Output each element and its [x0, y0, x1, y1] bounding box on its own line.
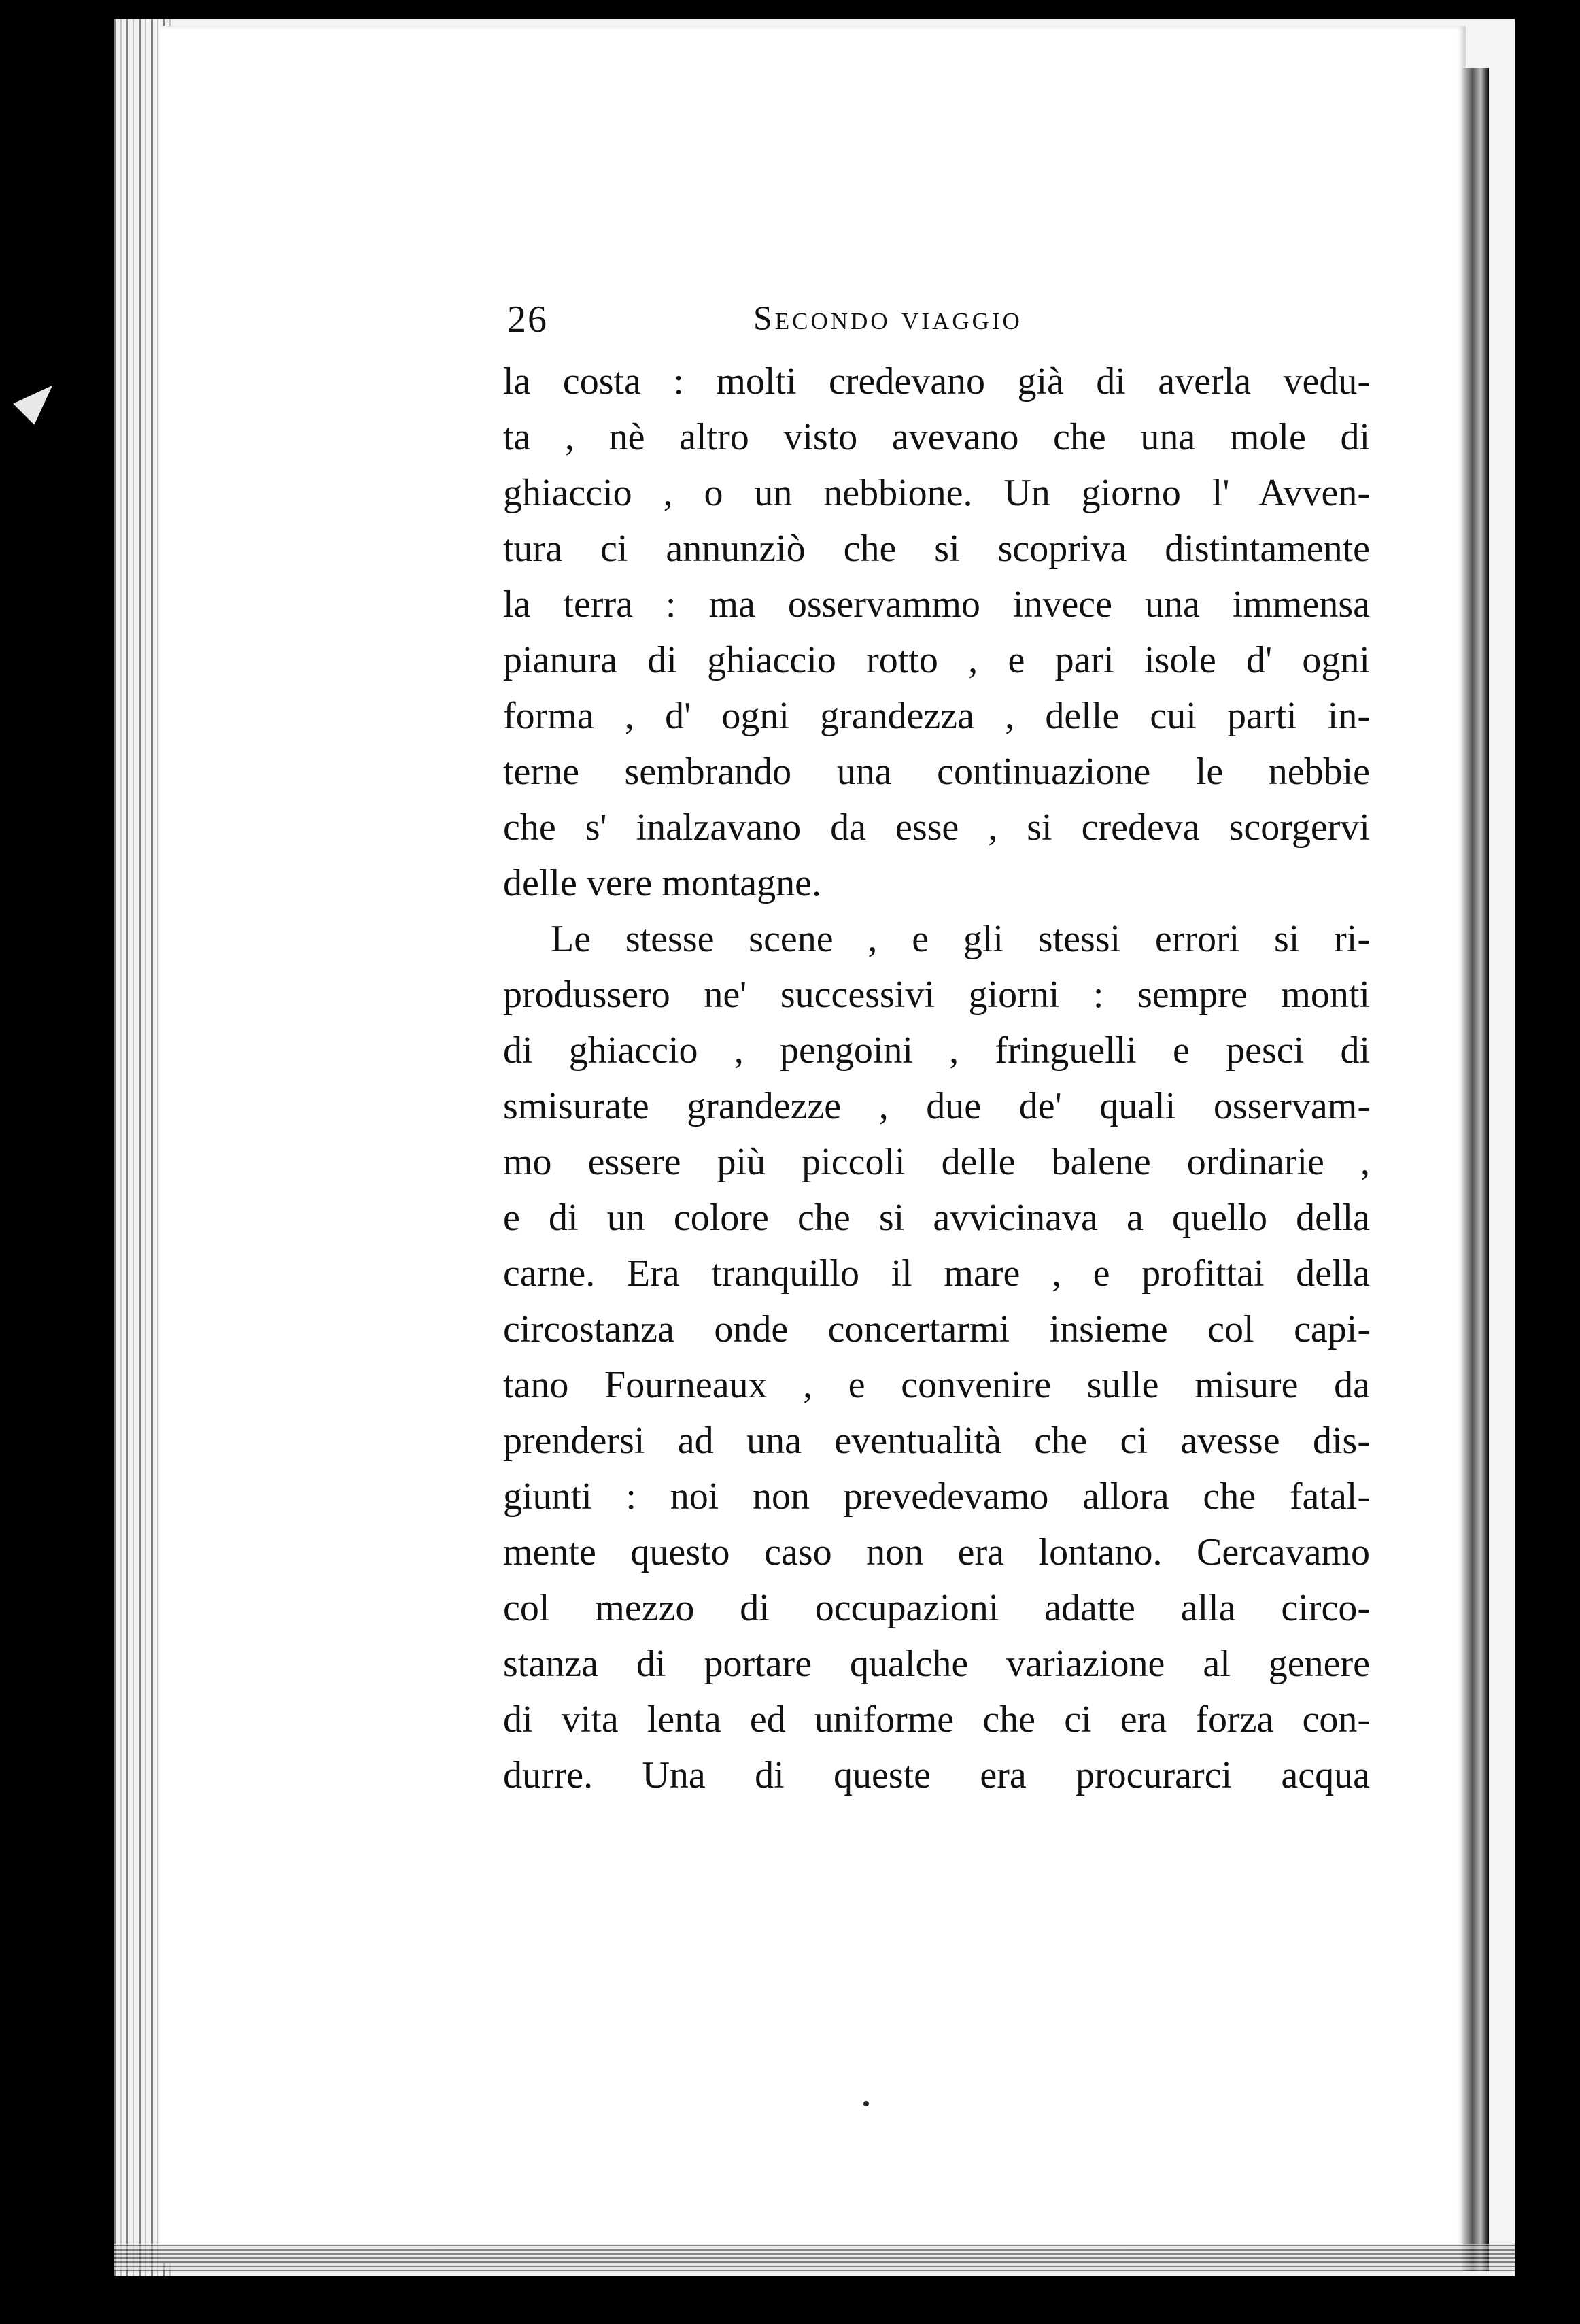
text-line: smisurate grandezze , due de' quali osservam- — [503, 1085, 1370, 1127]
text-line: forma , d' ogni grandezza , delle cui parti in- — [503, 695, 1370, 737]
text-line: terne sembrando una continuazione le nebbie — [503, 751, 1370, 793]
text-line: la terra : ma osservammo invece una immensa — [503, 583, 1370, 626]
text-line: delle vere montagne. — [503, 862, 822, 904]
text-lines — [503, 354, 1370, 1803]
page-text-block — [503, 292, 1370, 1803]
text-line: circostanza onde concertarmi insieme col capi- — [503, 1308, 1370, 1350]
text-line: col mezzo di occupazioni adatte alla circo- — [503, 1587, 1370, 1629]
page-right-edge — [1462, 68, 1489, 2271]
page-number: 26 — [507, 298, 548, 341]
text-line: ghiaccio , o un nebbione. Un giorno l' Avven- — [503, 472, 1370, 514]
bottom-mark — [863, 2101, 869, 2106]
text-line: Le stesse scene , e gli stessi errori si ri- — [551, 918, 1370, 960]
text-line: mo essere più piccoli delle balene ordinarie , — [503, 1141, 1370, 1183]
text-line: tura ci annunziò che si scopriva distintamente — [503, 528, 1370, 570]
text-line: tano Fourneaux , e convenire sulle misure da — [503, 1364, 1370, 1406]
text-line: stanza di portare qualche variazione al genere — [503, 1643, 1370, 1685]
text-line: durre. Una di queste era procurarci acqua — [503, 1754, 1370, 1796]
running-head — [503, 292, 1370, 354]
page-bottom-edge — [114, 2244, 1515, 2271]
text-line: mente questo caso non era lontano. Cercavamo — [503, 1531, 1370, 1573]
text-line: giunti : noi non prevedevamo allora che fatal- — [503, 1475, 1370, 1518]
text-line: di vita lenta ed uniforme che ci era forza con- — [503, 1698, 1370, 1741]
text-line: che s' inalzavano da esse , si credeva scorgervi — [503, 806, 1370, 849]
text-line: produssero ne' successivi giorni : sempre monti — [503, 974, 1370, 1016]
text-line: e di un colore che si avvicinava a quello della — [503, 1197, 1370, 1239]
text-line: la costa : molti credevano già di averla vedu- — [503, 360, 1370, 403]
text-line: ta , nè altro visto avevano che una mole di — [503, 416, 1370, 458]
text-line: di ghiaccio , pengoini , fringuelli e pesci di — [503, 1029, 1370, 1072]
text-line: prendersi ad una eventualità che ci avesse dis- — [503, 1420, 1370, 1462]
running-head-title: Secondo viaggio — [753, 298, 1023, 337]
text-line: carne. Era tranquillo il mare , e profittai della — [503, 1252, 1370, 1295]
text-line: pianura di ghiaccio rotto , e pari isole d' ogni — [503, 639, 1370, 681]
